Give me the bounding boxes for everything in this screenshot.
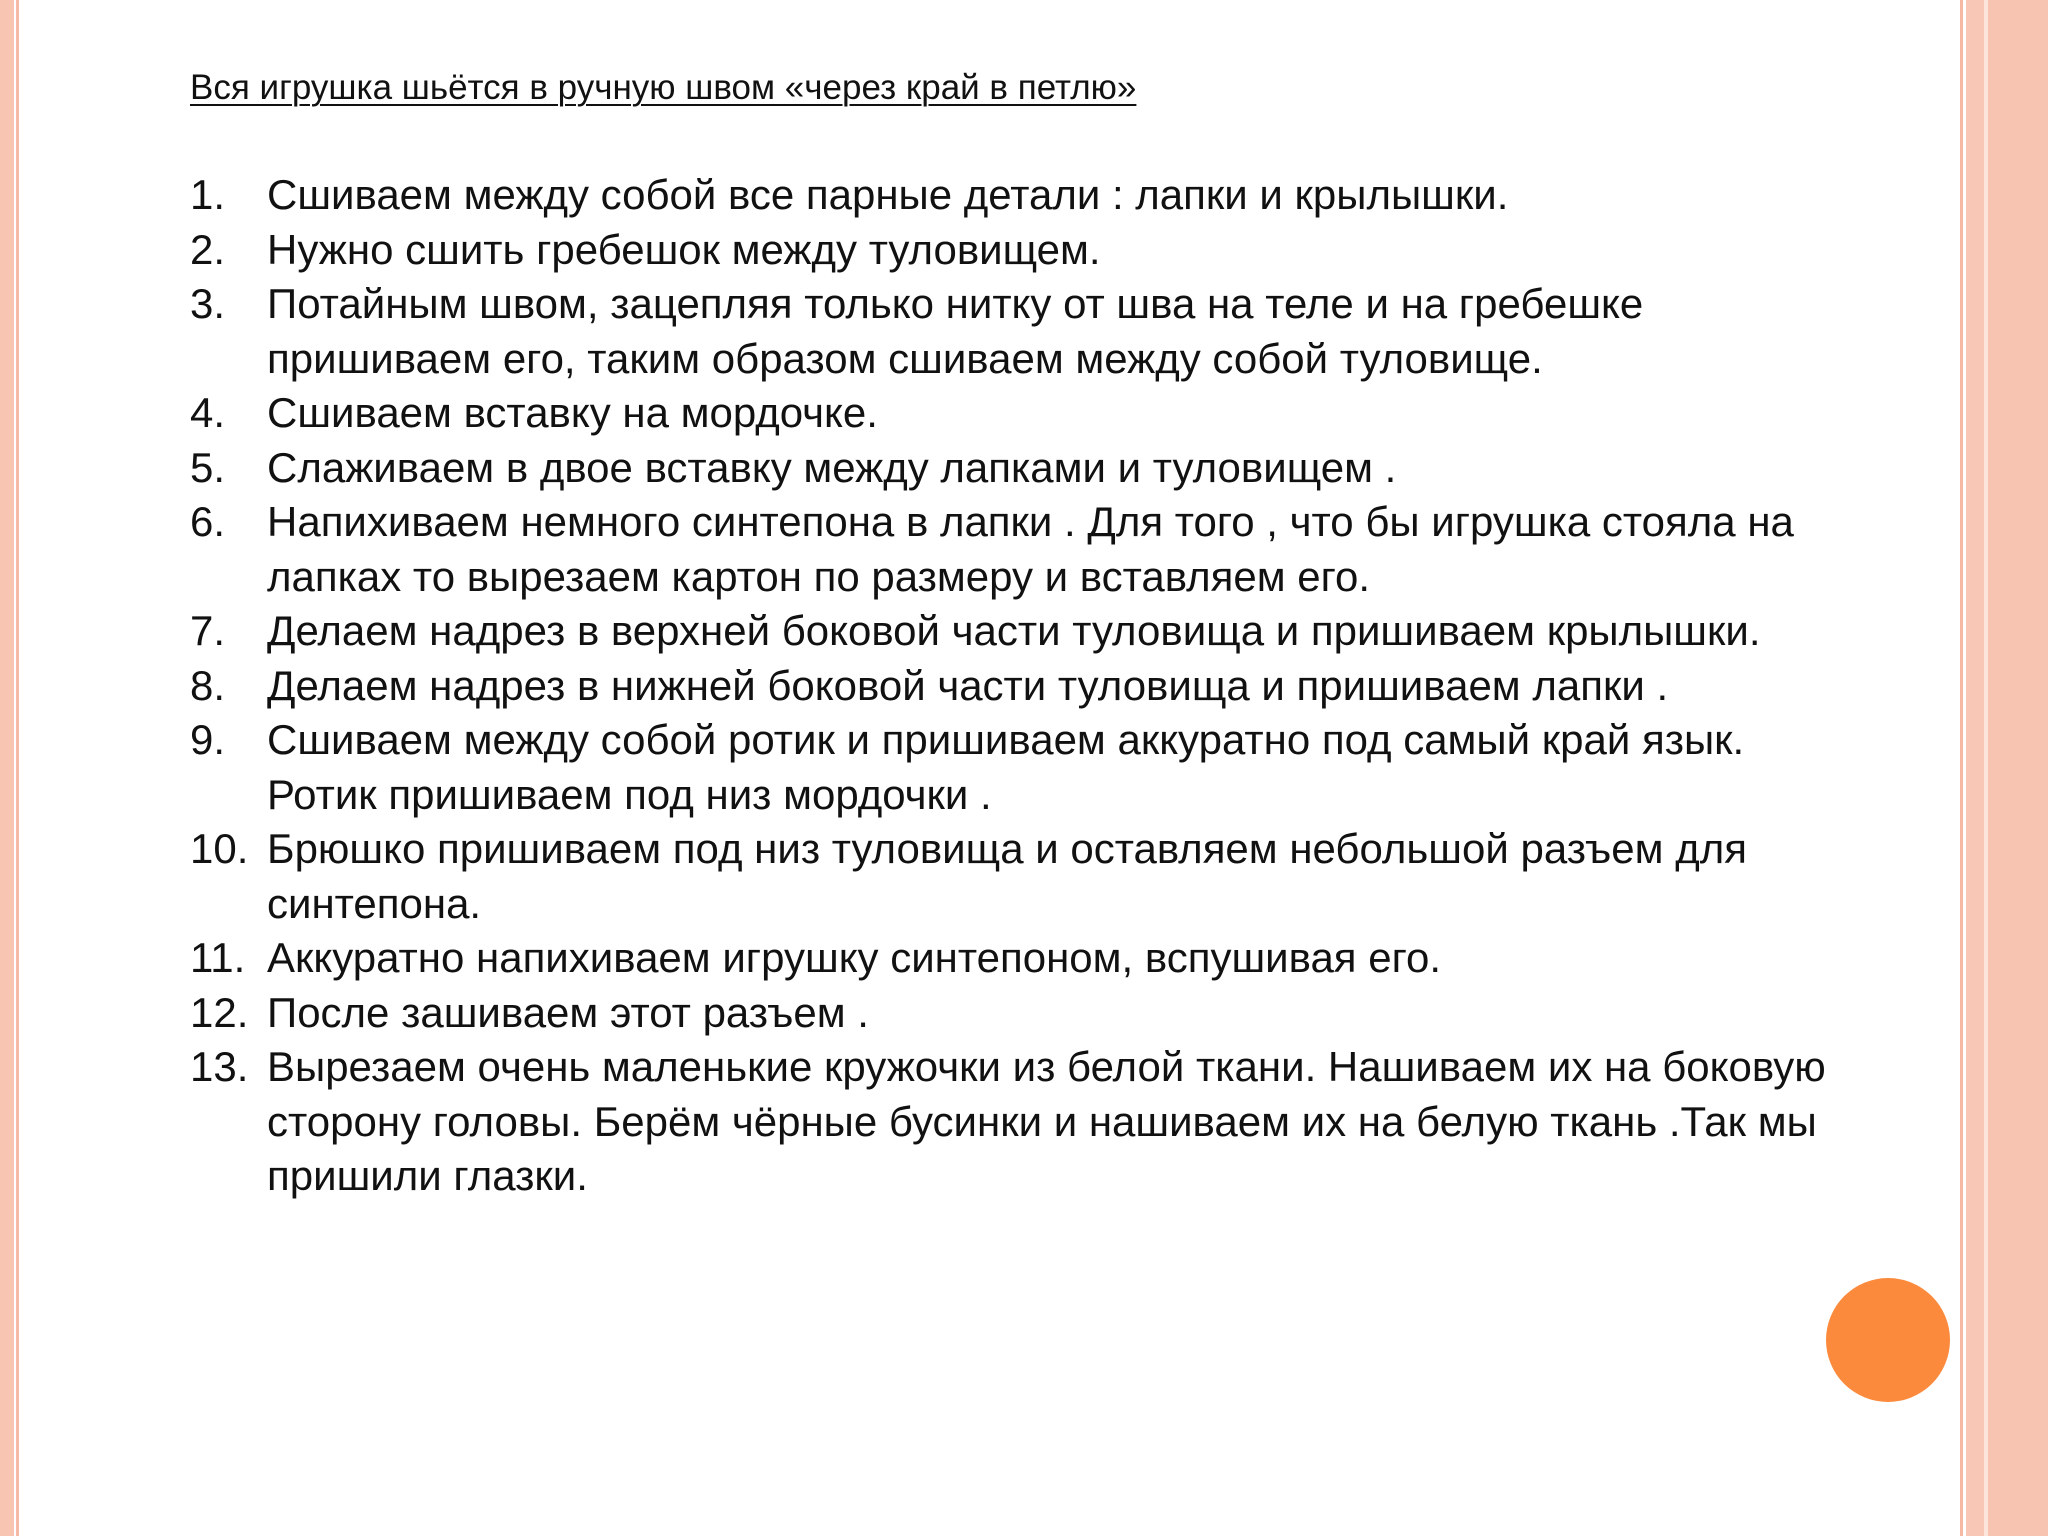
step-number: 9. bbox=[190, 716, 226, 763]
step-text: Нужно сшить гребешок между туловищем. bbox=[267, 225, 1101, 273]
right-border-wide-band bbox=[1988, 0, 2048, 1536]
left-border-line bbox=[16, 0, 19, 1536]
step-number: 11. bbox=[190, 934, 246, 981]
right-border-line bbox=[1960, 0, 1963, 1536]
step-text: После зашиваем этот разъем . bbox=[267, 988, 869, 1036]
step-item bbox=[190, 713, 1850, 822]
decorative-orange-circle bbox=[1826, 1278, 1950, 1402]
step-item bbox=[190, 441, 1850, 496]
step-number: 12. bbox=[190, 988, 249, 1036]
step-item bbox=[190, 986, 1850, 1041]
step-item bbox=[190, 386, 1850, 441]
step-text: Брюшко пришиваем под низ туловища и оставляем небольшой разъем для синтепона. bbox=[267, 825, 1747, 927]
step-item bbox=[190, 495, 1850, 604]
step-text: Сшиваем между собой ротик и пришиваем аккуратно под самый край язык. Ротик пришиваем под низ мордочки . bbox=[267, 716, 1745, 818]
step-text: Делаем надрез в нижней боковой части туловища и пришиваем лапки . bbox=[267, 661, 1669, 709]
step-number: 5. bbox=[190, 443, 226, 491]
step-number: 10. bbox=[190, 825, 249, 872]
right-border-band bbox=[1966, 0, 1984, 1536]
step-number: 8. bbox=[190, 661, 226, 709]
step-number: 6. bbox=[190, 498, 226, 545]
step-item bbox=[190, 822, 1850, 931]
step-text: Потайным швом, зацепляя только нитку от шва на теле и на гребешке пришиваем его, таким образом сшиваем между собой туловище. bbox=[267, 280, 1644, 382]
step-number: 7. bbox=[190, 607, 226, 654]
step-number: 2. bbox=[190, 225, 226, 273]
step-item bbox=[190, 223, 1850, 278]
step-text: Сшиваем между собой все парные детали : лапки и крылышки. bbox=[267, 171, 1509, 218]
step-item bbox=[190, 277, 1850, 386]
step-number: 13. bbox=[190, 1043, 249, 1090]
step-text: Делаем надрез в верхней боковой части туловища и пришиваем крылышки. bbox=[267, 607, 1761, 654]
step-number: 4. bbox=[190, 389, 226, 436]
step-text: Напихиваем немного синтепона в лапки . Для того , что бы игрушка стояла на лапках то вырезаем картон по размеру и вставляем его. bbox=[267, 498, 1794, 600]
step-text: Слаживаем в двое вставку между лапками и туловищем . bbox=[267, 443, 1397, 491]
step-item bbox=[190, 659, 1850, 714]
slide-header: Вся игрушка шьётся в ручную швом «через край в петлю» bbox=[190, 68, 1137, 107]
step-item bbox=[190, 604, 1850, 659]
step-text: Аккуратно напихиваем игрушку синтепоном, вспушивая его. bbox=[267, 934, 1441, 981]
step-number: 1. bbox=[190, 171, 226, 218]
step-number: 3. bbox=[190, 280, 226, 327]
step-item bbox=[190, 168, 1850, 223]
step-item bbox=[190, 1040, 1850, 1204]
steps-list bbox=[190, 168, 1850, 1204]
left-border-band bbox=[0, 0, 14, 1536]
step-text: Сшиваем вставку на мордочке. bbox=[267, 389, 878, 436]
step-text: Вырезаем очень маленькие кружочки из белой ткани. Нашиваем их на боковую сторону головы. Берём чёрные бусинки и нашиваем их на белую ткань .Так мы пришили глазки. bbox=[267, 1043, 1826, 1199]
step-item bbox=[190, 931, 1850, 986]
